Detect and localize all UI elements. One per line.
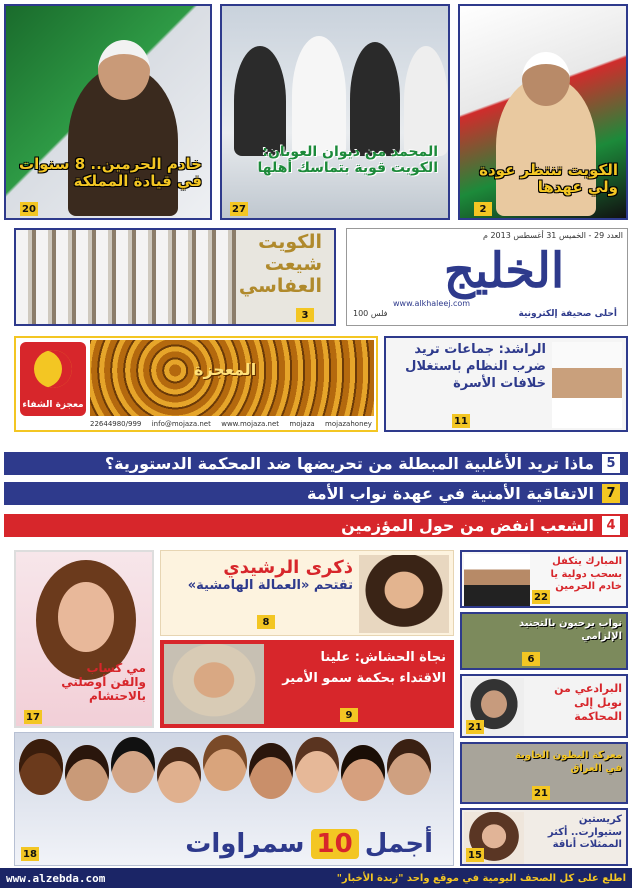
right-story-1-image bbox=[464, 554, 530, 606]
page-number: 18 bbox=[21, 847, 39, 861]
right-story-5-text: كريستين ستيوارت.. أكثر الممثلات أناقة bbox=[547, 814, 622, 850]
rashidi-headline bbox=[167, 557, 353, 593]
band-people[interactable] bbox=[4, 514, 628, 537]
sheikh-figure-3 bbox=[350, 42, 400, 156]
band-headline: الاتفاقية الأمنية في عهدة نواب الأمة bbox=[306, 484, 594, 503]
sheikh-figure-1 bbox=[234, 46, 286, 156]
story-mai[interactable] bbox=[14, 550, 154, 728]
rashed-photo bbox=[552, 342, 622, 428]
page-number: 21 bbox=[532, 786, 550, 800]
celebrity-5 bbox=[203, 735, 247, 791]
masthead bbox=[346, 228, 628, 326]
celebrity-6 bbox=[249, 743, 293, 799]
footer-bar bbox=[0, 868, 632, 888]
crowd-image bbox=[16, 230, 236, 324]
story-rashed[interactable] bbox=[384, 336, 628, 432]
celebrity-3 bbox=[111, 737, 155, 793]
celebrity-4 bbox=[157, 747, 201, 803]
celebrity-8 bbox=[341, 745, 385, 801]
right-story-2[interactable] bbox=[460, 612, 628, 670]
story-mohammad-headline: المحمد من ديوان العوبان: الكويت قوية بتماسك أهلها bbox=[257, 144, 438, 177]
masthead-date: العدد 29 - الخميس 31 أغسطس 2013 م bbox=[482, 231, 623, 240]
page-number: 15 bbox=[466, 848, 484, 862]
ad-logo bbox=[20, 342, 86, 416]
band-page-number: 4 bbox=[602, 516, 620, 535]
najat-headline: نجاة الحشاش: علينا الاقتداء بحكمة سمو الأمير bbox=[282, 650, 446, 686]
story-mohammad-diwan[interactable] bbox=[220, 4, 450, 220]
right-story-1-text: المبارك يتكفل بسحب دولية يا خادم الحرمين bbox=[550, 556, 622, 592]
story-crown-prince[interactable] bbox=[458, 4, 628, 220]
celebrity-9 bbox=[387, 739, 431, 795]
crescent-icon bbox=[34, 350, 72, 388]
beauties-headline bbox=[185, 829, 433, 859]
page-number: 2 bbox=[474, 202, 492, 216]
page-number: 6 bbox=[522, 652, 540, 666]
masthead-title: الخليج bbox=[443, 243, 565, 299]
right-story-4[interactable] bbox=[460, 742, 628, 804]
page-number: 8 bbox=[257, 615, 275, 629]
page-number: 27 bbox=[230, 202, 248, 216]
ad-twitter: mojaza bbox=[289, 420, 315, 428]
band-security-agreement[interactable] bbox=[4, 482, 628, 505]
beauties-pre: أجمل bbox=[364, 829, 433, 859]
right-column bbox=[460, 550, 628, 868]
afasi-headline: الكويت شيعت العفاسي bbox=[238, 231, 322, 297]
ad-contacts bbox=[90, 420, 372, 428]
band-headline: الشعب انفض من حول المؤزمين bbox=[341, 516, 594, 535]
band-page-number: 7 bbox=[602, 484, 620, 503]
right-story-3[interactable] bbox=[460, 674, 628, 738]
right-story-4-text: معركة البطون الخاوية في العراق bbox=[515, 750, 622, 774]
masthead-site: www.alkhaleej.com bbox=[393, 299, 471, 308]
rashed-headline: الراشد: جماعات تريد ضرب النظام باستغلال خلافات الأسرة bbox=[405, 342, 546, 391]
celebrity-7 bbox=[295, 737, 339, 793]
story-afasi[interactable] bbox=[14, 228, 336, 326]
right-story-2-text: نواب يرحبون بالتجنيد الإلزامي bbox=[518, 618, 622, 642]
page-number: 11 bbox=[452, 414, 470, 428]
story-king-headline: خادم الحرمين.. 8 سنوات في قيادة المملكة bbox=[19, 155, 202, 191]
mai-headline: مي كساب والفن أوصلني بالاحتشام bbox=[61, 661, 146, 703]
ad-brand: معجزة الشفاء bbox=[22, 400, 84, 410]
sheikh-figure-2 bbox=[292, 36, 346, 156]
story-king-abdullah[interactable] bbox=[4, 4, 212, 220]
footer-site-link[interactable]: www.alzebda.com bbox=[6, 871, 106, 885]
masthead-price: 100 فلس bbox=[353, 309, 388, 318]
ad-web: www.mojaza.net bbox=[221, 420, 280, 428]
right-story-5[interactable] bbox=[460, 808, 628, 866]
rashidi-sub: تقتحم «العمالة الهامشية» bbox=[187, 578, 353, 593]
story-crown-prince-headline: الكويت تنتظر عودة ولي عهدها bbox=[479, 161, 618, 197]
story-najat[interactable] bbox=[160, 640, 454, 728]
band-headline: ماذا تريد الأغلبية المبطلة من تحريضها ضد المحكمة الدستورية؟ bbox=[104, 454, 594, 473]
page-number: 9 bbox=[340, 708, 358, 722]
band-page-number: 5 bbox=[602, 454, 620, 473]
ad-phone: 22644980/999 bbox=[90, 420, 142, 428]
rashidi-photo bbox=[359, 555, 449, 633]
najat-photo bbox=[164, 644, 264, 724]
beauties-number: 10 bbox=[311, 829, 359, 859]
page-number: 22 bbox=[532, 590, 550, 604]
ad-email: info@mojaza.net bbox=[151, 420, 211, 428]
right-story-3-text: البرادعي من نوبل إلى المحاكمة bbox=[554, 682, 622, 723]
story-rashidi[interactable] bbox=[160, 550, 454, 636]
celebrity-2 bbox=[65, 745, 109, 801]
ad-fb: mojazahoney bbox=[325, 420, 372, 428]
ad-product: المعجزة bbox=[194, 360, 257, 379]
sheikh-figure-4 bbox=[404, 46, 448, 156]
mai-face bbox=[58, 582, 114, 652]
page-number: 17 bbox=[24, 710, 42, 724]
honey-ad[interactable] bbox=[14, 336, 378, 432]
page-number: 3 bbox=[296, 308, 314, 322]
beauties-post: سمراوات bbox=[185, 829, 305, 859]
celebrity-1 bbox=[19, 739, 63, 795]
masthead-subtitle: أحلى صحيفة إلكترونية bbox=[518, 309, 617, 319]
king-head bbox=[98, 40, 150, 100]
crown-prince-head bbox=[522, 52, 570, 106]
story-beauties[interactable] bbox=[14, 732, 454, 866]
rashidi-name: ذكرى الرشيدي bbox=[223, 557, 353, 578]
page-number: 20 bbox=[20, 202, 38, 216]
page-number: 21 bbox=[466, 720, 484, 734]
right-story-1[interactable] bbox=[460, 550, 628, 608]
footer-slogan: اطلع على كل الصحف اليومية في موقع واحد "زبدة الأخبار" bbox=[336, 872, 626, 884]
band-constitutional-court[interactable] bbox=[4, 452, 628, 475]
